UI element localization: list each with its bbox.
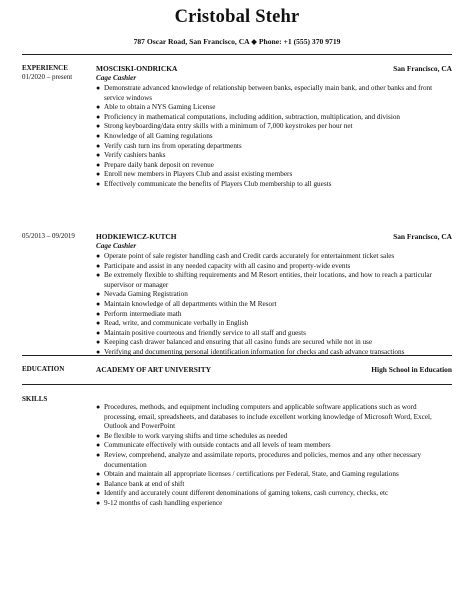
- education-school: ACADEMY OF ART UNIVERSITY: [96, 365, 212, 374]
- list-item: ● Able to obtain a NYS Gaming License: [96, 103, 216, 112]
- bullet-icon: ●: [96, 84, 101, 92]
- bullet-icon: ●: [96, 470, 101, 479]
- list-item: ● Nevada Gaming Registration: [96, 290, 188, 299]
- bullet-icon: ●: [96, 338, 101, 347]
- bullet-icon: ●: [96, 309, 101, 318]
- bullet-icon: ●: [96, 271, 101, 280]
- job-company: MOSCISKI-ONDRICKA: [96, 64, 178, 73]
- list-item: ● Proficiency in mathematical computations, including addition, subtraction, multiplication, and division: [96, 112, 401, 121]
- list-item: ● Enroll new members in Players Club and assist existing members: [96, 170, 293, 179]
- list-item: ● Verify cash turn ins from operating departments: [96, 141, 242, 150]
- list-item: ● Prepare daily bank deposit on revenue: [96, 160, 214, 169]
- list-item: ● Review, comprehend, analyze and assimilate reports, procedures and policies, memos and any other necessary documentation: [96, 450, 422, 469]
- job-dates: 05/2013 – 09/2019: [22, 232, 75, 240]
- job-company: HODKIEWICZ-KUTCH: [96, 232, 177, 241]
- bullet-icon: ●: [96, 112, 101, 121]
- bullet-icon: ●: [96, 160, 101, 169]
- bullet-icon: ●: [96, 151, 101, 160]
- list-item: ● Maintain positive courteous and friendly service to all staff and guests: [96, 328, 306, 337]
- bullet-icon: ●: [96, 498, 101, 507]
- list-item: ● Balance bank at end of shift: [96, 479, 185, 488]
- list-item: ● Demonstrate advanced knowledge of relationship between banks, especially main bank, and other banks and front service windows: [96, 84, 433, 102]
- list-item: ● Identify and accurately count different denominations of gaming tokens, cash currency, checks, etc: [96, 489, 389, 498]
- bullet-icon: ●: [96, 347, 101, 356]
- section-title-experience: EXPERIENCE: [22, 64, 68, 72]
- bullet-icon: ●: [96, 179, 101, 188]
- education-degree: High School in Education: [371, 365, 452, 374]
- list-item: ● 9-12 months of cash handling experience: [96, 498, 223, 507]
- list-item: ● Verify cashiers banks: [96, 151, 166, 160]
- bullet-icon: ●: [96, 403, 101, 411]
- skills-bullet-list: [96, 403, 448, 509]
- section-title-skills: SKILLS: [22, 395, 48, 403]
- bullet-icon: ●: [96, 299, 101, 308]
- header-divider: [22, 54, 452, 55]
- list-item: ● Strong keyboarding/data entry skills with a minimum of 7,000 keystrokes per hour net: [96, 122, 353, 131]
- bullet-icon: ●: [96, 328, 101, 337]
- bullet-icon: ●: [96, 479, 101, 488]
- list-item: ● Obtain and maintain all appropriate licenses / certifications per Federal, State, and Gaming regulations: [96, 470, 399, 479]
- candidate-name: Cristobal Stehr: [174, 7, 300, 27]
- job-role: Cage Cashier: [96, 242, 137, 250]
- section-divider: [22, 384, 452, 385]
- list-item: ● Be flexible to work varying shifts and time schedules as needed: [96, 431, 288, 440]
- bullet-icon: ●: [96, 170, 101, 179]
- bullet-icon: ●: [96, 103, 101, 112]
- bullet-icon: ●: [96, 290, 101, 299]
- bullet-icon: ●: [96, 489, 101, 498]
- list-item: ● Participate and assist in any needed capacity with all casino and property-wide events: [96, 261, 351, 270]
- bullet-icon: ●: [96, 261, 101, 270]
- section-divider: [22, 355, 452, 356]
- bullet-icon: ●: [96, 450, 101, 459]
- list-item: ● Perform intermediate math: [96, 309, 182, 318]
- list-item: ● Keeping cash drawer balanced and ensuring that all casino funds are secured while not in use: [96, 338, 373, 347]
- section-title-education: EDUCATION: [22, 365, 65, 373]
- job-bullet-list: [96, 84, 448, 190]
- list-item: ● Verifying and documenting personal identification information for checks and cash advance transactions: [96, 347, 405, 356]
- bullet-icon: ●: [96, 141, 101, 150]
- bullet-icon: ●: [96, 431, 101, 440]
- list-item: ● Operate point of sale register handling cash and Credit cards accurately for entertainment ticket sales: [96, 252, 395, 260]
- contact-line: 787 Oscar Road, San Francisco, CA ◆ Phone: +1 (555) 370 9719: [133, 37, 341, 46]
- list-item: ● Procedures, methods, and equipment including computers and applicable software applications such as word processing, email, spreadsheets, and databases to include excellent working knowledge of Microsoft Word, Excel, Outlook and PowerPoint: [96, 403, 432, 431]
- job-location: San Francisco, CA: [393, 232, 452, 241]
- job-role: Cage Cashier: [96, 74, 137, 82]
- job-bullet-list: [96, 252, 448, 358]
- bullet-icon: ●: [96, 319, 101, 328]
- list-item: ● Be extremely flexible to shifting requirements and M Resort entities, their locations, and how to reach a particular supervisor or manager: [96, 271, 432, 289]
- list-item: ● Communicate effectively with outside contacts and all levels of team members: [96, 441, 331, 450]
- list-item: ● Maintain knowledge of all departments within the M Resort: [96, 299, 277, 308]
- bullet-icon: ●: [96, 441, 101, 450]
- job-location: San Francisco, CA: [393, 64, 452, 73]
- job-dates: 01/2020 – present: [22, 73, 73, 81]
- bullet-icon: ●: [96, 131, 101, 140]
- bullet-icon: ●: [96, 252, 101, 260]
- list-item: ● Read, write, and communicate verbally in English: [96, 319, 249, 328]
- bullet-icon: ●: [96, 122, 101, 131]
- list-item: ● Effectively communicate the benefits of Players Club membership to all guests: [96, 179, 332, 188]
- list-item: ● Knowledge of all Gaming regulations: [96, 131, 213, 140]
